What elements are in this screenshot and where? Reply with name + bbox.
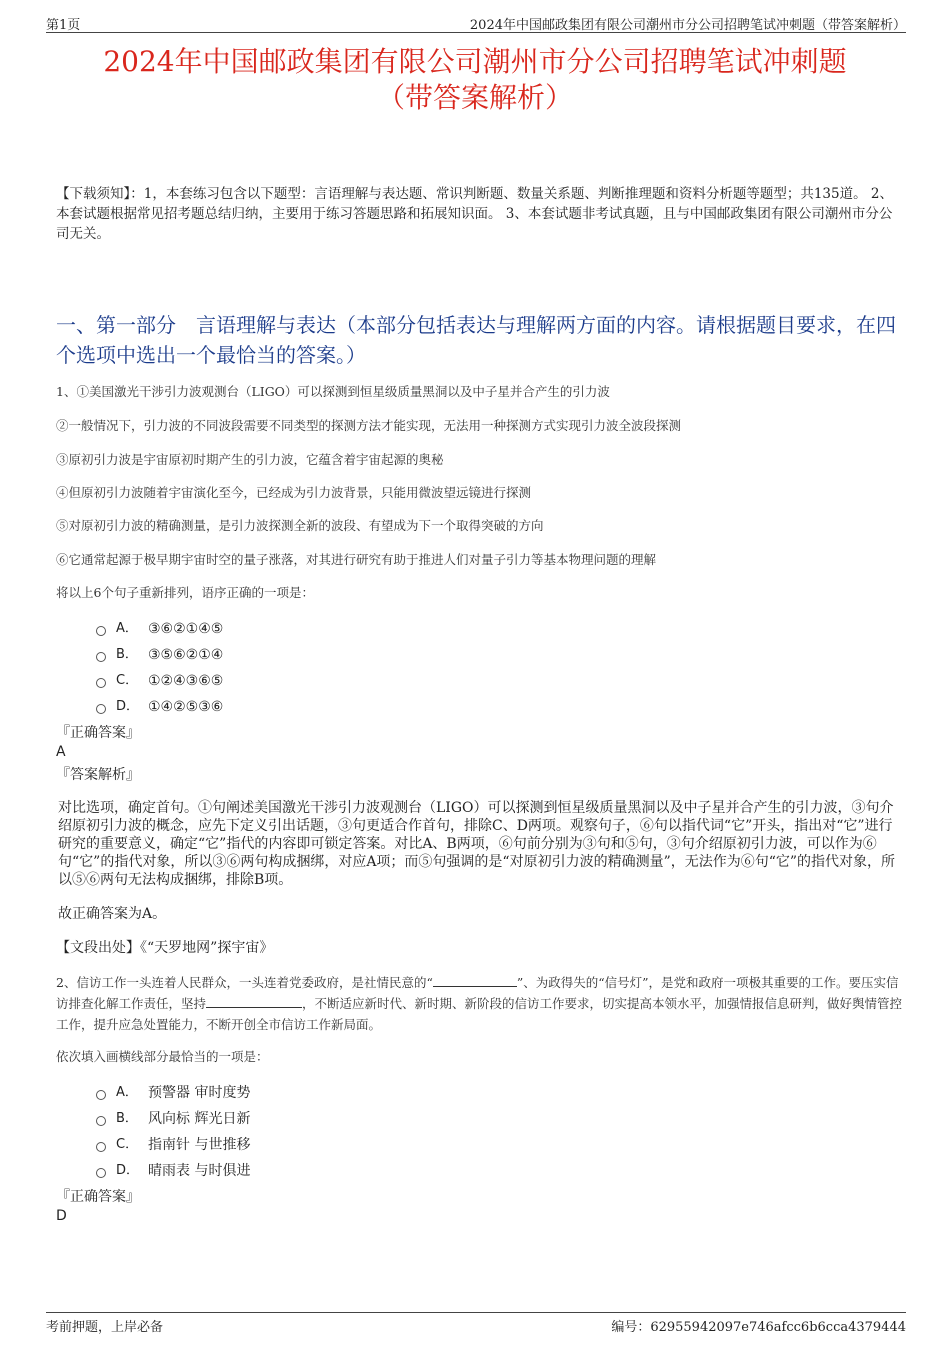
radio-icon[interactable] [96,678,106,688]
radio-icon[interactable] [96,1142,106,1152]
radio-icon[interactable] [96,1090,106,1100]
q2-options [96,1080,250,1184]
q1-option-b[interactable]: B． ③⑤⑥②①④ [96,642,223,668]
q2-option-d[interactable]: D． 晴雨表 与时俱进 [96,1158,250,1184]
q2-option-c[interactable]: C． 指南针 与世推移 [96,1132,250,1158]
title-line-2: （带答案解析） [376,81,573,114]
q1-answer-label: 『正确答案』 [56,725,140,741]
q2-answer-label: 『正确答案』 [56,1189,140,1205]
q1-sentence-4: ④但原初引力波随着宇宙演化至今，已经成为引力波背景，只能用微波望远镜进行探测 [56,485,532,500]
q1-option-c[interactable]: C． ①②④③⑥⑤ [96,668,223,694]
q2-answer: D [56,1208,67,1224]
q1-sentence-6: ⑥它通常起源于极早期宇宙时空的量子涨落，对其进行研究有助于推进人们对量子引力等基本物理问题的理解 [56,552,657,567]
download-notice: 【下载须知】：1，本套练习包含以下题型：言语理解与表达题、常识判断题、数量关系题、判断推理题和资料分析题等题型；共135道。 2、本套试题根据常见招考题总结归纳，主要用于练习答题思路和拓展知识面。 3、本套试题非考试真题，且与中国邮政集团有限公司潮州市分公司无关。 [56,186,893,242]
radio-icon[interactable] [96,1116,106,1126]
radio-icon[interactable] [96,626,106,636]
q2-prompt: 依次填入画横线部分最恰当的一项是： [56,1049,269,1064]
document-title [40,44,910,116]
q1-sentence-3: ③原初引力波是宇宙原初时期产生的引力波，它蕴含着宇宙起源的奥秘 [56,452,444,467]
q1-sentence-2: ②一般情况下，引力波的不同波段需要不同类型的探测方法才能实现，无法用一种探测方式实现引力波全波段探测 [56,418,682,433]
q2-stem: 2、信访工作一头连着人民群众，一头连着党委政府，是社情民意的“ ”、为政得失的“信号灯”，是党和政府一项极其重要的工作。要压实信访排查化解工作责任，坚持 ，不断适应新时代、新时期、新阶段的信访工作要求，切实提高本领水平，加强情报信息研判，做好舆情管控工作，提升应急处置能力，不断开创全市信访工作新局面。 [56,975,903,1032]
q1-source: 【文段出处】《“天罗地网”探宇宙》 [56,940,274,956]
title-line-1: 2024年中国邮政集团有限公司潮州市分公司招聘笔试冲刺题 [103,45,847,78]
q1-analysis-label: 『答案解析』 [56,767,140,783]
q2-option-a[interactable]: A． 预警器 审时度势 [96,1080,250,1106]
q1-prompt: 将以上6个句子重新排列，语序正确的一项是： [56,585,314,600]
q1-option-d[interactable]: D． ①④②⑤③⑥ [96,694,223,720]
footer-doc-id: 编号：62955942097e746afcc6b6cca4379444 [611,1320,906,1335]
page-footer [46,1312,906,1333]
page-header [46,12,906,33]
radio-icon[interactable] [96,652,106,662]
page-number: 第1页 [46,18,81,33]
footer-slogan: 考前押题，上岸必备 [46,1320,164,1335]
q1-option-a[interactable]: A． ③⑥②①④⑤ [96,616,223,642]
q1-sentence-1: 1、①美国激光干涉引力波观测台（LIGO）可以探测到恒星级质量黑洞以及中子星并合产生的引力波 [56,384,610,399]
q1-sentence-5: ⑤对原初引力波的精确测量，是引力波探测全新的波段、有望成为下一个取得突破的方向 [56,518,544,533]
header-doc-title: 2024年中国邮政集团有限公司潮州市分公司招聘笔试冲刺题（带答案解析） [469,18,906,33]
q2-option-b[interactable]: B． 风向标 辉光日新 [96,1106,250,1132]
q1-options [96,616,223,720]
section-title: 一、第一部分 言语理解与表达（本部分包括表达与理解两方面的内容。请根据题目要求，在四个选项中选出一个最恰当的答案。） [56,313,896,367]
radio-icon[interactable] [96,704,106,714]
q1-answer: A [56,744,66,760]
blank-1[interactable] [433,974,517,987]
q1-conclusion: 故正确答案为A。 [58,906,167,922]
q1-analysis: 对比选项，确定首句。①句阐述美国激光干涉引力波观测台（LIGO）可以探测到恒星级质量黑洞以及中子星并合产生的引力波，③句介绍原初引力波的概念，应先下定义引出话题，③句更适合作首句，排除C、D两项。观察句子，⑥句以指代词“它”开头，指出对“它”进行研究的重要意义，确定“它”指代的内容即可锁定答案。对比A、B两项，⑥句前分别为③句和⑤句，③句介绍原初引力波，可以作为⑥句“它”的指代对象，所以③⑥两句构成捆绑，对应A项；而⑤句强调的是“对原初引力波的精确测量”，无法作为⑥句“它”的指代对象，所以⑤⑥两句无法构成捆绑，排除B项。 [58,800,896,888]
radio-icon[interactable] [96,1168,106,1178]
blank-2[interactable] [206,995,302,1008]
